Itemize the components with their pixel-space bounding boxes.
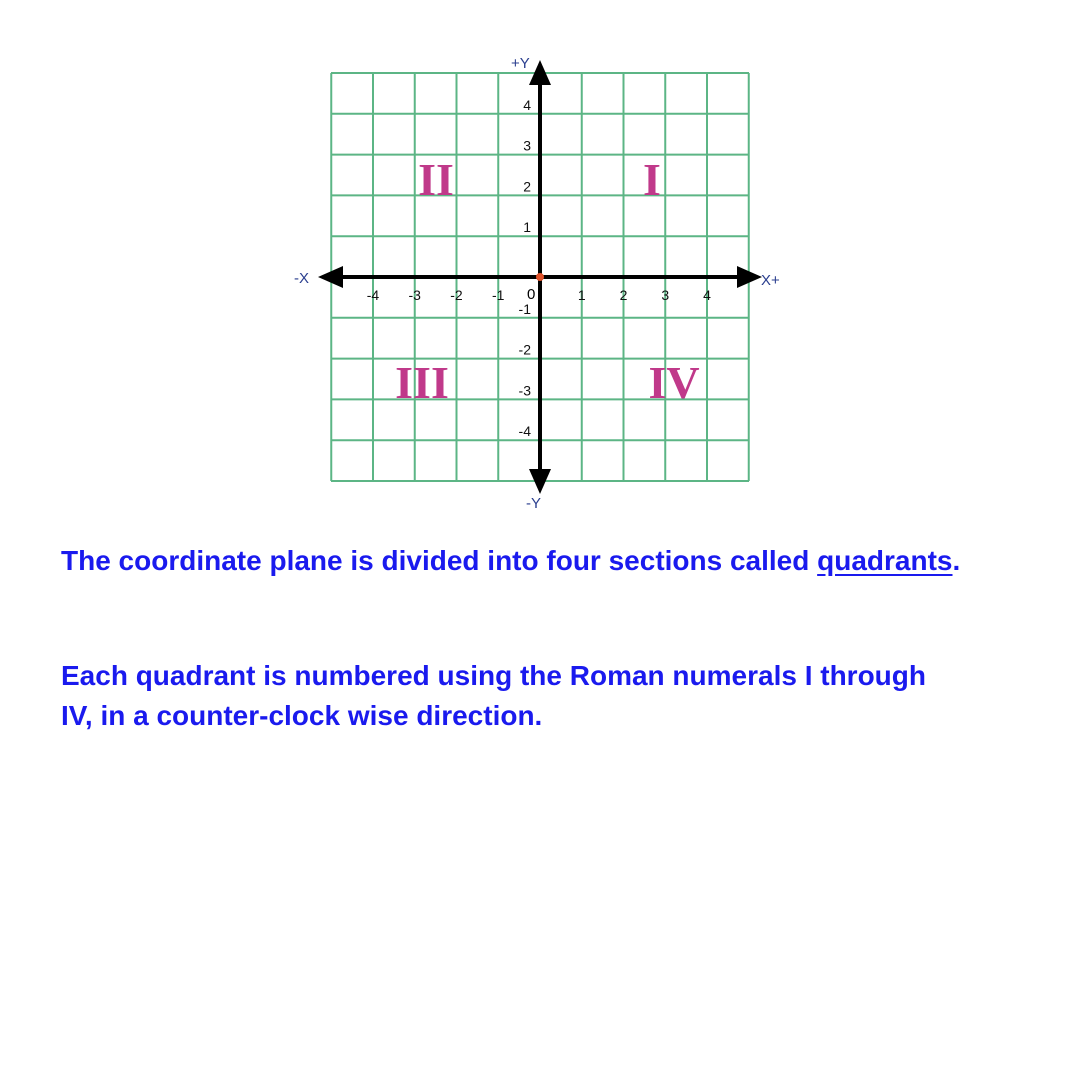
y-tick-label: 2 xyxy=(523,178,531,195)
y-tick-label: -4 xyxy=(518,423,531,440)
y-tick-labels xyxy=(519,97,532,439)
x-tick-label: 3 xyxy=(661,287,670,303)
y-positive-label: +Y xyxy=(511,55,530,72)
quadrant-label-II: II xyxy=(418,154,454,205)
y-tick-label: -3 xyxy=(518,382,531,399)
y-tick-label: 3 xyxy=(523,137,531,154)
x-tick-label: -1 xyxy=(492,287,505,303)
x-tick-label: -3 xyxy=(408,287,421,303)
x-tick-label: 1 xyxy=(577,287,586,303)
origin-label: 0 xyxy=(527,286,536,303)
y-tick-label: 1 xyxy=(523,219,531,236)
definition-text-start: The coordinate plane is divided into four sections called xyxy=(61,545,818,576)
quadrants-term: quadrants xyxy=(817,545,953,576)
y-tick-label: 4 xyxy=(523,96,531,113)
quadrants-definition-text xyxy=(61,541,961,581)
x-positive-label: X+ xyxy=(761,272,780,289)
quadrant-label-III: III xyxy=(395,357,449,408)
origin-dot xyxy=(536,273,544,281)
numbering-explanation-text: Each quadrant is numbered using the Roman numerals I through IV, in a counter-clock wise direction. xyxy=(61,660,926,731)
x-tick-label: -2 xyxy=(450,287,463,303)
x-negative-label: -X xyxy=(294,270,309,287)
y-tick-label: -1 xyxy=(518,300,531,317)
quadrant-label-I: I xyxy=(643,154,661,205)
coordinate-plane-diagram xyxy=(0,0,1084,530)
quadrant-label-IV: IV xyxy=(648,357,700,408)
y-negative-label: -Y xyxy=(526,495,541,512)
x-tick-label: -4 xyxy=(366,287,380,303)
x-tick-label: 2 xyxy=(619,287,628,303)
definition-text-end: . xyxy=(952,545,961,576)
x-tick-label: 4 xyxy=(703,287,711,303)
y-tick-label: -2 xyxy=(518,341,531,358)
